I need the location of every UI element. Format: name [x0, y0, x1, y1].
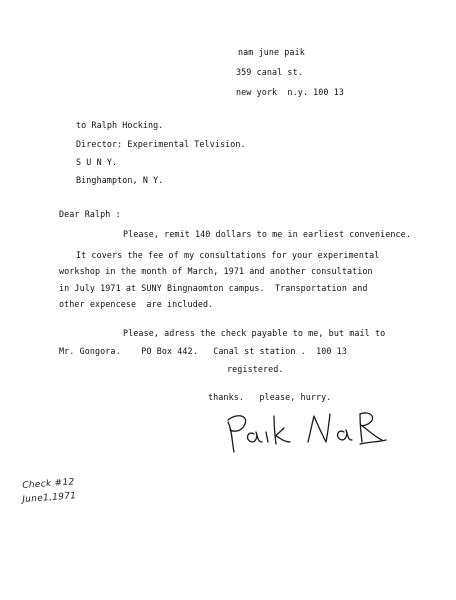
- paragraph-3-line-2: Mr. Gongora. PO Box 442. Canal st station . 100 13: [59, 346, 347, 356]
- sender-name: nam june paik: [238, 47, 305, 57]
- paragraph-2-line-3: in July 1971 at SUNY Bingnaomton campus. Transportation and: [59, 283, 368, 293]
- paragraph-1-line-1: Please, remit 140 dollars to me in earliest convenience.: [123, 229, 411, 239]
- sender-street: 359 canal st.: [236, 67, 303, 77]
- recipient-institution: S U N Y.: [76, 157, 118, 167]
- handwritten-signature: [210, 400, 390, 460]
- handwritten-date-note: June1,1971: [22, 491, 77, 505]
- closing: thanks. please, hurry.: [208, 392, 332, 402]
- paragraph-3-line-3: registered.: [227, 364, 284, 374]
- sender-city: new york n.y. 100 13: [236, 87, 344, 97]
- salutation: Dear Ralph :: [59, 209, 121, 219]
- paragraph-2-line-2: workshop in the month of March, 1971 and another consultation: [59, 266, 373, 276]
- paragraph-2-line-4: other expencese are included.: [59, 299, 214, 309]
- paragraph-3-line-1: Please, adress the check payable to me, but mail to: [123, 328, 386, 338]
- paragraph-2-line-1: It covers the fee of my consultations for your experimental: [76, 250, 380, 260]
- recipient-title: Director: Experimental Telvision.: [76, 139, 246, 149]
- recipient-name: to Ralph Hocking.: [76, 120, 164, 130]
- handwritten-check-note: Check #12: [22, 477, 75, 491]
- recipient-city: Binghampton, N Y.: [76, 175, 164, 185]
